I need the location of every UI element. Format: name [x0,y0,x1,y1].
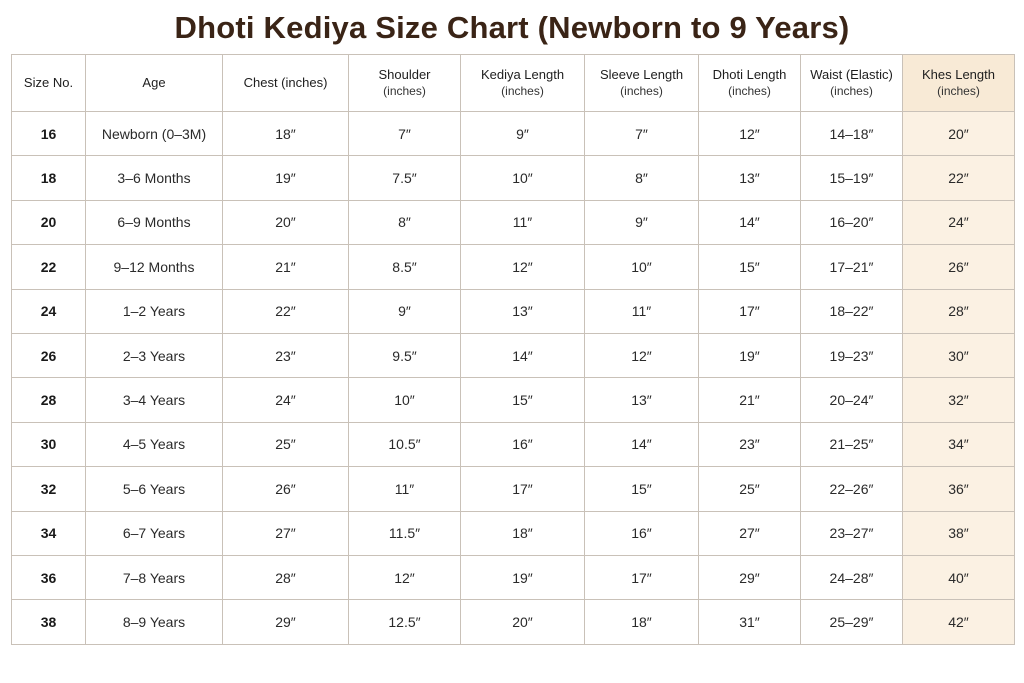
chest-cell: 22″ [223,289,349,333]
kediya-length-cell: 18″ [461,511,585,555]
dhoti-length-cell: 25″ [699,467,801,511]
dhoti-length-cell: 14″ [699,200,801,244]
table-row [12,200,1015,244]
shoulder-cell: 12.5″ [349,600,461,644]
table-row [12,156,1015,200]
waist-cell: 18–22″ [801,289,903,333]
size-no-cell: 30 [12,422,86,466]
khes-length-cell: 32″ [903,378,1015,422]
table-row [12,600,1015,644]
chest-cell: 23″ [223,333,349,377]
header-chest: Chest (inches) [223,55,349,112]
sleeve-length-cell: 7″ [585,112,699,156]
kediya-length-cell: 9″ [461,112,585,156]
kediya-length-cell: 10″ [461,156,585,200]
dhoti-length-cell: 19″ [699,333,801,377]
sleeve-length-cell: 14″ [585,422,699,466]
size-no-cell: 20 [12,200,86,244]
waist-cell: 16–20″ [801,200,903,244]
chest-cell: 25″ [223,422,349,466]
kediya-length-cell: 14″ [461,333,585,377]
dhoti-length-cell: 17″ [699,289,801,333]
waist-cell: 24–28″ [801,555,903,599]
khes-length-cell: 26″ [903,245,1015,289]
size-no-cell: 38 [12,600,86,644]
age-cell: 5–6 Years [86,467,223,511]
header-size-no: Size No. [12,55,86,112]
size-no-cell: 28 [12,378,86,422]
waist-cell: 14–18″ [801,112,903,156]
chest-cell: 27″ [223,511,349,555]
age-cell: 6–9 Months [86,200,223,244]
sleeve-length-cell: 15″ [585,467,699,511]
dhoti-length-cell: 12″ [699,112,801,156]
page-title: Dhoti Kediya Size Chart (Newborn to 9 Years) [174,10,850,45]
age-cell: 8–9 Years [86,600,223,644]
kediya-length-cell: 13″ [461,289,585,333]
chest-cell: 29″ [223,600,349,644]
kediya-length-cell: 17″ [461,467,585,511]
sleeve-length-cell: 13″ [585,378,699,422]
sleeve-length-cell: 9″ [585,200,699,244]
header-sleeve-length: Sleeve Length (inches) [585,55,699,112]
kediya-length-cell: 12″ [461,245,585,289]
size-no-cell: 18 [12,156,86,200]
shoulder-cell: 8″ [349,200,461,244]
table-row [12,245,1015,289]
age-cell: 1–2 Years [86,289,223,333]
table-body [12,112,1015,645]
waist-cell: 21–25″ [801,422,903,466]
table-row [12,378,1015,422]
shoulder-cell: 8.5″ [349,245,461,289]
sleeve-length-cell: 11″ [585,289,699,333]
age-cell: 7–8 Years [86,555,223,599]
size-no-cell: 26 [12,333,86,377]
kediya-length-cell: 20″ [461,600,585,644]
sleeve-length-cell: 10″ [585,245,699,289]
header-dhoti-length: Dhoti Length (inches) [699,55,801,112]
khes-length-cell: 28″ [903,289,1015,333]
table-row [12,333,1015,377]
age-cell: 6–7 Years [86,511,223,555]
dhoti-length-cell: 27″ [699,511,801,555]
khes-length-cell: 36″ [903,467,1015,511]
khes-length-cell: 34″ [903,422,1015,466]
dhoti-length-cell: 21″ [699,378,801,422]
shoulder-cell: 9″ [349,289,461,333]
size-no-cell: 32 [12,467,86,511]
khes-length-cell: 40″ [903,555,1015,599]
shoulder-cell: 10.5″ [349,422,461,466]
khes-length-cell: 22″ [903,156,1015,200]
dhoti-length-cell: 13″ [699,156,801,200]
sleeve-length-cell: 12″ [585,333,699,377]
size-no-cell: 24 [12,289,86,333]
shoulder-cell: 11.5″ [349,511,461,555]
waist-cell: 20–24″ [801,378,903,422]
header-age: Age [86,55,223,112]
kediya-length-cell: 16″ [461,422,585,466]
chest-cell: 18″ [223,112,349,156]
shoulder-cell: 11″ [349,467,461,511]
table-row [12,555,1015,599]
size-no-cell: 16 [12,112,86,156]
header-row [12,55,1015,112]
size-no-cell: 34 [12,511,86,555]
shoulder-cell: 10″ [349,378,461,422]
dhoti-length-cell: 31″ [699,600,801,644]
shoulder-cell: 12″ [349,555,461,599]
waist-cell: 19–23″ [801,333,903,377]
size-no-cell: 22 [12,245,86,289]
kediya-length-cell: 15″ [461,378,585,422]
age-cell: 2–3 Years [86,333,223,377]
header-khes-length: Khes Length (inches) [903,55,1015,112]
chest-cell: 24″ [223,378,349,422]
table-row [12,422,1015,466]
waist-cell: 25–29″ [801,600,903,644]
size-no-cell: 36 [12,555,86,599]
sleeve-length-cell: 16″ [585,511,699,555]
dhoti-length-cell: 15″ [699,245,801,289]
table-row [12,467,1015,511]
shoulder-cell: 7″ [349,112,461,156]
khes-length-cell: 42″ [903,600,1015,644]
kediya-length-cell: 11″ [461,200,585,244]
size-chart-table [11,54,1015,645]
waist-cell: 17–21″ [801,245,903,289]
khes-length-cell: 30″ [903,333,1015,377]
dhoti-length-cell: 23″ [699,422,801,466]
chest-cell: 21″ [223,245,349,289]
age-cell: 9–12 Months [86,245,223,289]
sleeve-length-cell: 17″ [585,555,699,599]
chest-cell: 28″ [223,555,349,599]
sleeve-length-cell: 18″ [585,600,699,644]
shoulder-cell: 7.5″ [349,156,461,200]
age-cell: 4–5 Years [86,422,223,466]
khes-length-cell: 38″ [903,511,1015,555]
table-row [12,289,1015,333]
chest-cell: 19″ [223,156,349,200]
khes-length-cell: 24″ [903,200,1015,244]
shoulder-cell: 9.5″ [349,333,461,377]
table-row [12,112,1015,156]
chest-cell: 20″ [223,200,349,244]
waist-cell: 22–26″ [801,467,903,511]
age-cell: 3–4 Years [86,378,223,422]
header-kediya-length: Kediya Length (inches) [461,55,585,112]
dhoti-length-cell: 29″ [699,555,801,599]
waist-cell: 23–27″ [801,511,903,555]
age-cell: Newborn (0–3M) [86,112,223,156]
khes-length-cell: 20″ [903,112,1015,156]
chest-cell: 26″ [223,467,349,511]
header-waist-elastic: Waist (Elastic) (inches) [801,55,903,112]
age-cell: 3–6 Months [86,156,223,200]
header-shoulder: Shoulder (inches) [349,55,461,112]
waist-cell: 15–19″ [801,156,903,200]
sleeve-length-cell: 8″ [585,156,699,200]
kediya-length-cell: 19″ [461,555,585,599]
table-row [12,511,1015,555]
